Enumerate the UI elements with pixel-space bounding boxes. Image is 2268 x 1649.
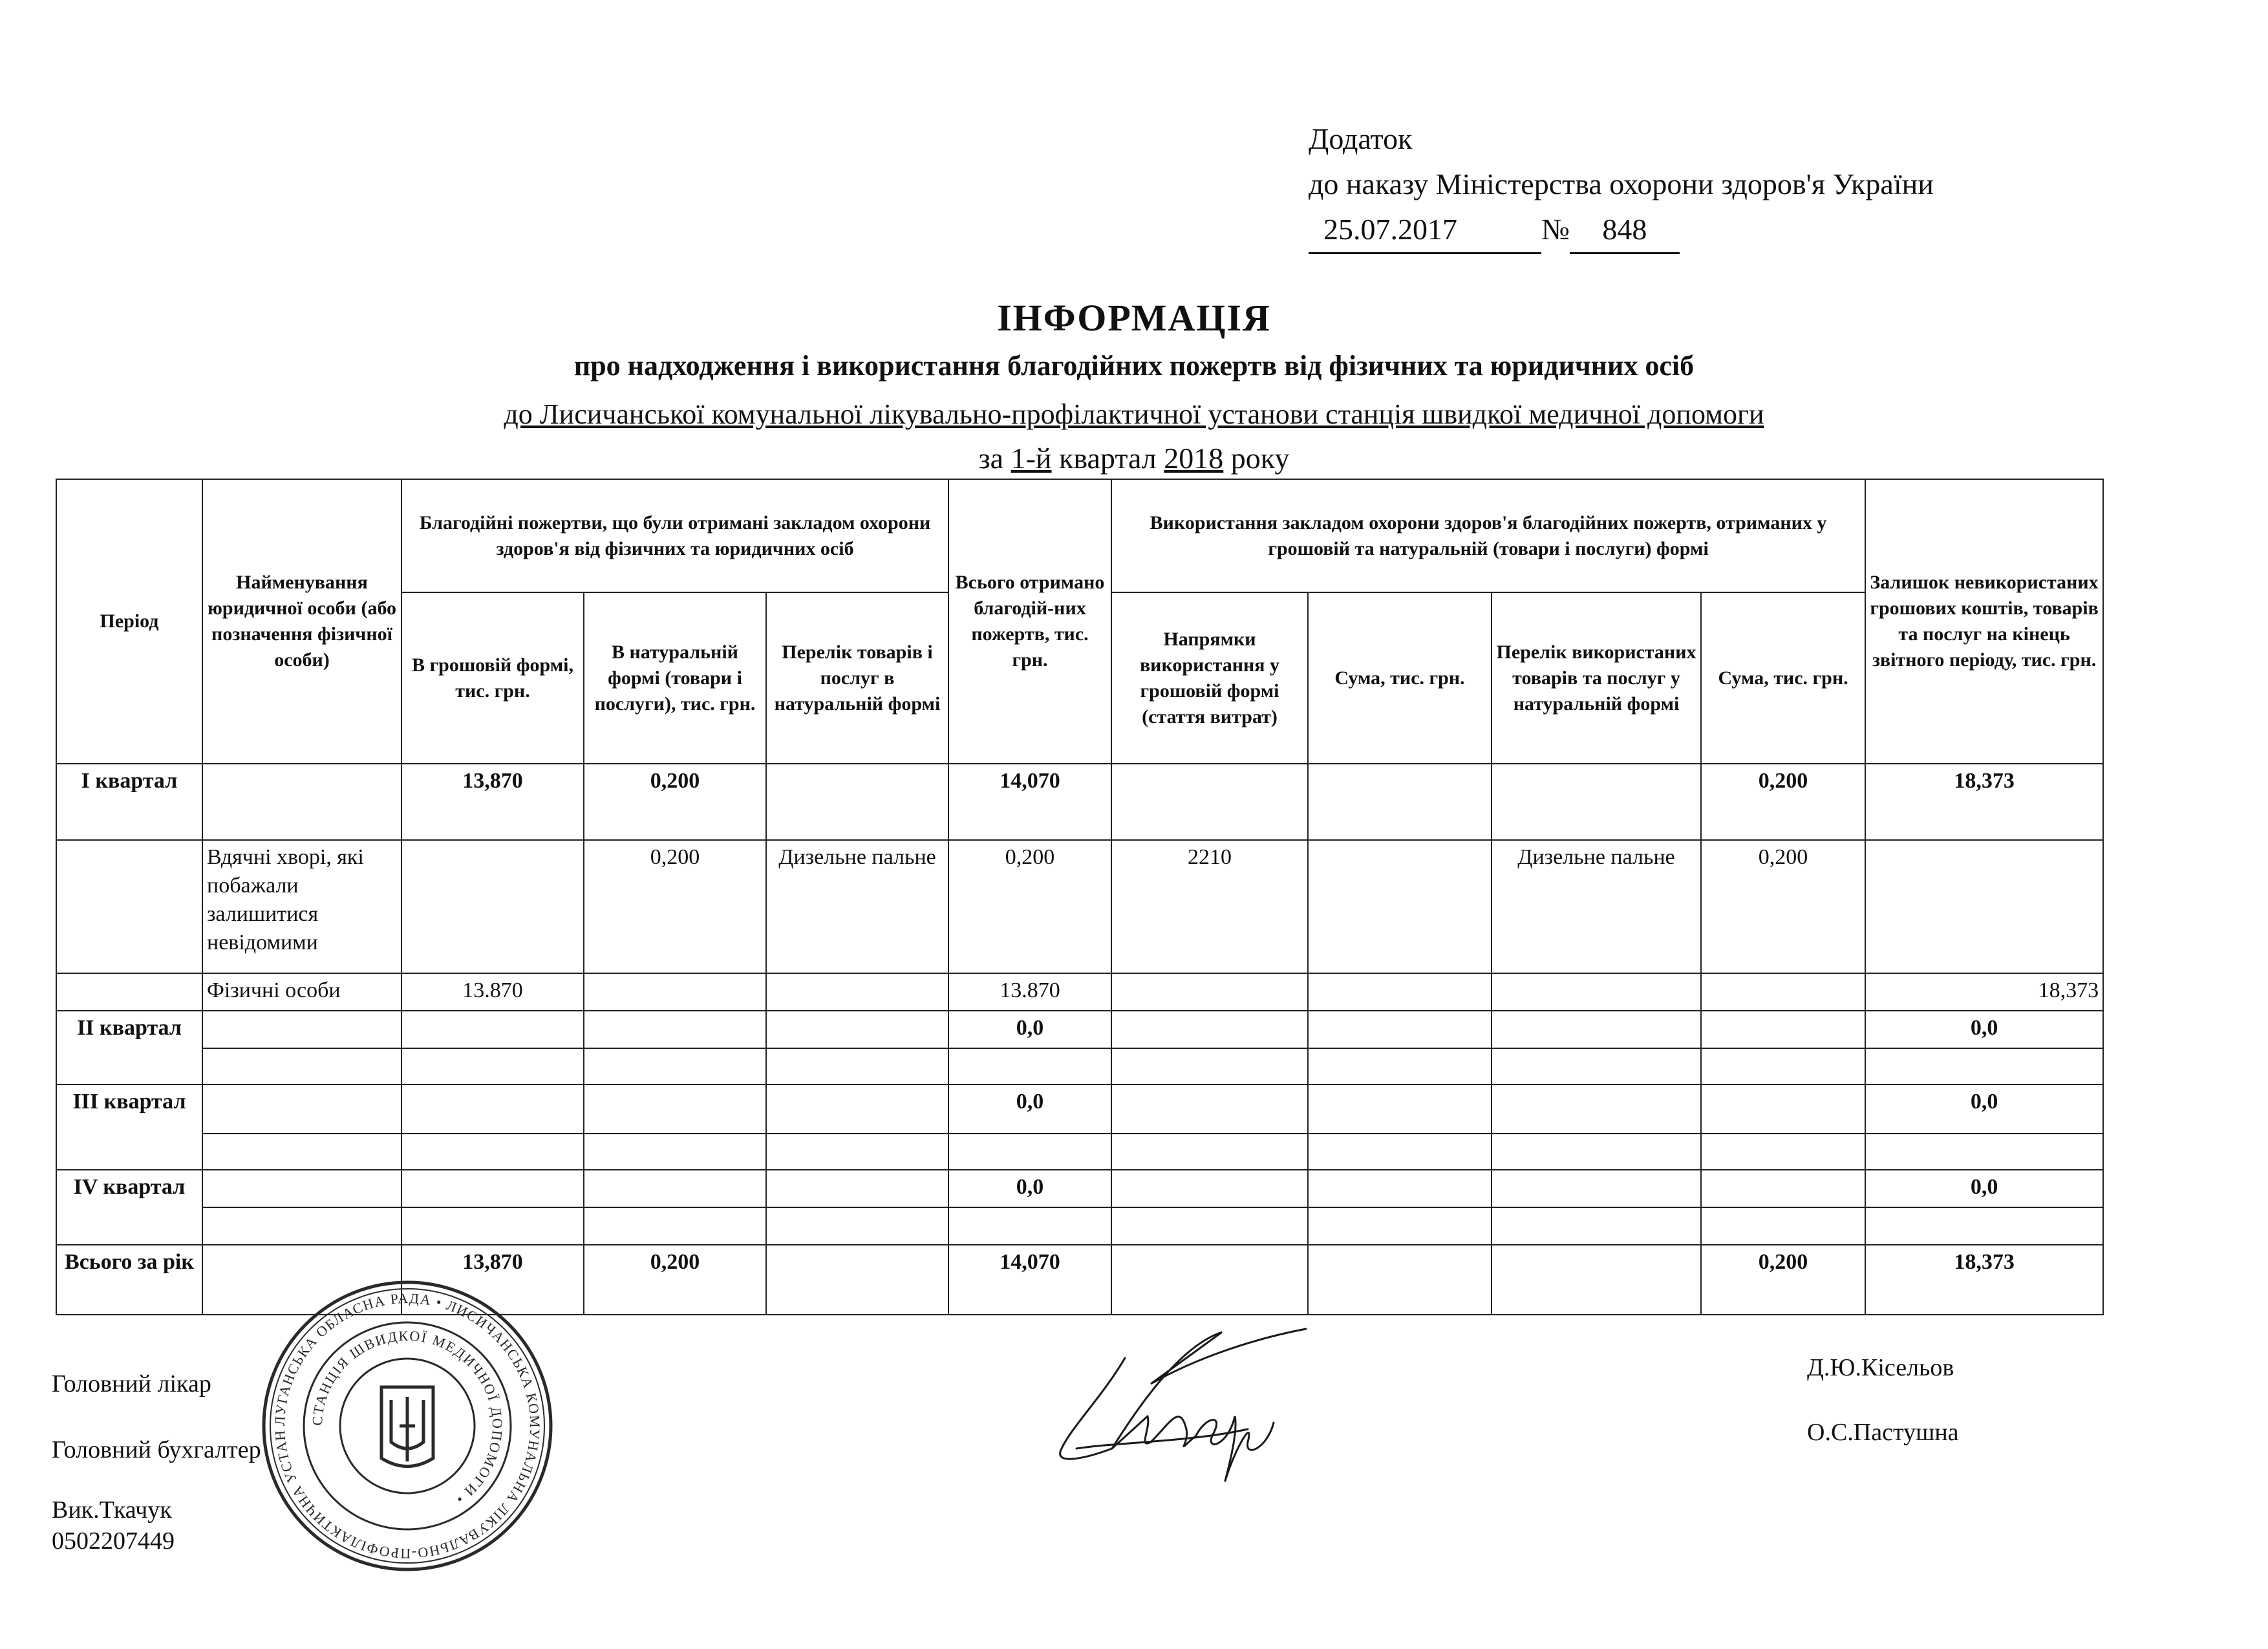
- header-goods-list: Перелік товарів і послуг в натуральній формі: [766, 592, 948, 764]
- cell-balance: 18,373: [1865, 1245, 2103, 1315]
- report-period: за 1-й квартал 2018 року: [978, 442, 1290, 475]
- chief-doctor-name: Д.Ю.Кісельов: [1807, 1354, 1954, 1381]
- header-balance: Залишок невикористаних грошових коштів, товарів та послуг на кінець звітного періоду, тис. грн.: [1865, 479, 2103, 764]
- header-period: Період: [56, 479, 202, 764]
- cell-cash: 13.870: [401, 973, 584, 1011]
- stamp-inner-text: СТАНЦІЯ ШВИДКОЇ МЕДИЧНОЇ ДОПОМОГИ •: [308, 1327, 506, 1509]
- cell-balance: 18,373: [1865, 973, 2103, 1011]
- header-cash-direction: Напрямки використання у грошовій формі (стаття витрат): [1111, 592, 1308, 764]
- appendix-line2: до наказу Міністерства охорони здоров'я України: [1309, 167, 1934, 200]
- header-name: Найменування юридичної особи (або позначення фізичної особи): [202, 479, 401, 764]
- cell-sum2: 0,200: [1701, 764, 1865, 840]
- header-donations-group: Благодійні пожертви, що були отримані закладом охорони здоров'я від фізичних та юридичних осіб: [401, 479, 948, 592]
- cell-sum2: 0,200: [1701, 1245, 1865, 1315]
- table-row-physical: [56, 973, 2103, 1011]
- header-usage-group: Використання закладом охорони здоров'я благодійних пожертв, отриманих у грошовій та натуральній (товари і послуги) формі: [1111, 479, 1865, 592]
- cell-name: Вдячні хворі, які побажали залишитися невідомими: [202, 840, 401, 973]
- cell-in-kind: 0,200: [584, 764, 766, 840]
- appendix-block: [1309, 116, 1934, 254]
- period-year: 2018: [1164, 442, 1224, 475]
- cell-total: 13.870: [948, 973, 1111, 1011]
- row-label: II квартал: [56, 1011, 202, 1084]
- cell-cash: 13,870: [401, 1245, 584, 1315]
- cell-goods: Дизельне пальне: [766, 840, 948, 973]
- cell-used-goods: Дизельне пальне: [1492, 840, 1701, 973]
- cell-total: 14,070: [948, 1245, 1111, 1315]
- row-label: Всього за рік: [56, 1245, 202, 1315]
- donations-table: [56, 479, 2104, 1315]
- chief-accountant-label: Головний бухгалтер: [52, 1436, 261, 1463]
- cell-direction: 2210: [1111, 840, 1308, 973]
- row-label: IV квартал: [56, 1170, 202, 1245]
- cell-in-kind: 0,200: [584, 1245, 766, 1315]
- header-sum1: Сума, тис. грн.: [1308, 592, 1492, 764]
- appendix-line1: Додаток: [1309, 122, 1413, 155]
- cell-in-kind: 0,200: [584, 840, 766, 973]
- stamp-outer-text: ЛУГАНСЬКА ОБЛАСНА РАДА • ЛИСИЧАНСЬКА КОМУНАЛЬНА ЛІКУВАЛЬНО-ПРОФІЛАКТИЧНА УСТАН: [271, 1289, 544, 1562]
- table-row-q4: [56, 1170, 2103, 1207]
- row-label: I квартал: [56, 764, 202, 840]
- handwritten-signature: [1041, 1319, 1325, 1491]
- period-quarter: 1-й: [1011, 442, 1052, 475]
- order-date: 25.07.2017: [1309, 207, 1541, 254]
- cell-total: 0,0: [948, 1170, 1111, 1207]
- table-row-anonymous: [56, 840, 2103, 973]
- cell-balance: 0,0: [1865, 1170, 2103, 1207]
- document-title: ІНФОРМАЦІЯ: [997, 297, 1271, 339]
- cell-balance: 0,0: [1865, 1084, 2103, 1134]
- executor-phone: 0502207449: [52, 1527, 175, 1555]
- table-row-q1: [56, 764, 2103, 840]
- header-used-goods-list: Перелік використаних товарів та послуг у натуральній формі: [1492, 592, 1701, 764]
- header-in-kind: В натуральній формі (товари і послуги), тис. грн.: [584, 592, 766, 764]
- cell-balance: 0,0: [1865, 1011, 2103, 1048]
- chief-accountant-name: О.С.Пастушна: [1807, 1419, 1959, 1446]
- cell-total: 14,070: [948, 764, 1111, 840]
- cell-total: 0,200: [948, 840, 1111, 973]
- row-label: III квартал: [56, 1084, 202, 1170]
- document-subtitle: про надходження і використання благодійних пожертв від фізичних та юридичних осіб: [573, 350, 1695, 382]
- cell-balance: 18,373: [1865, 764, 2103, 840]
- cell-total: 0,0: [948, 1011, 1111, 1048]
- header-cash: В грошовій формі, тис. грн.: [401, 592, 584, 764]
- cell-name: Фізичні особи: [202, 973, 401, 1011]
- cell-total: 0,0: [948, 1084, 1111, 1134]
- cell-sum2: 0,200: [1701, 840, 1865, 973]
- trident-emblem-icon: [381, 1387, 433, 1467]
- cell-cash: 13,870: [401, 764, 584, 840]
- executor-name: Вик.Ткачук: [52, 1496, 172, 1524]
- order-number: 848: [1570, 207, 1680, 254]
- organization-name: до Лисичанської комунальної лікувально-профілактичної установи станція швидкої медичної допомоги: [504, 398, 1764, 430]
- chief-doctor-label: Головний лікар: [52, 1370, 211, 1397]
- header-total-received: Всього отримано благодій-них пожертв, тис. грн.: [948, 479, 1111, 764]
- table-row-q3: [56, 1084, 2103, 1134]
- organization-stamp: [259, 1277, 556, 1578]
- header-sum2: Сума, тис. грн.: [1701, 592, 1865, 764]
- order-no-label: №: [1541, 213, 1570, 246]
- appendix-order-line: [1309, 207, 1934, 254]
- table-row-q2: [56, 1011, 2103, 1048]
